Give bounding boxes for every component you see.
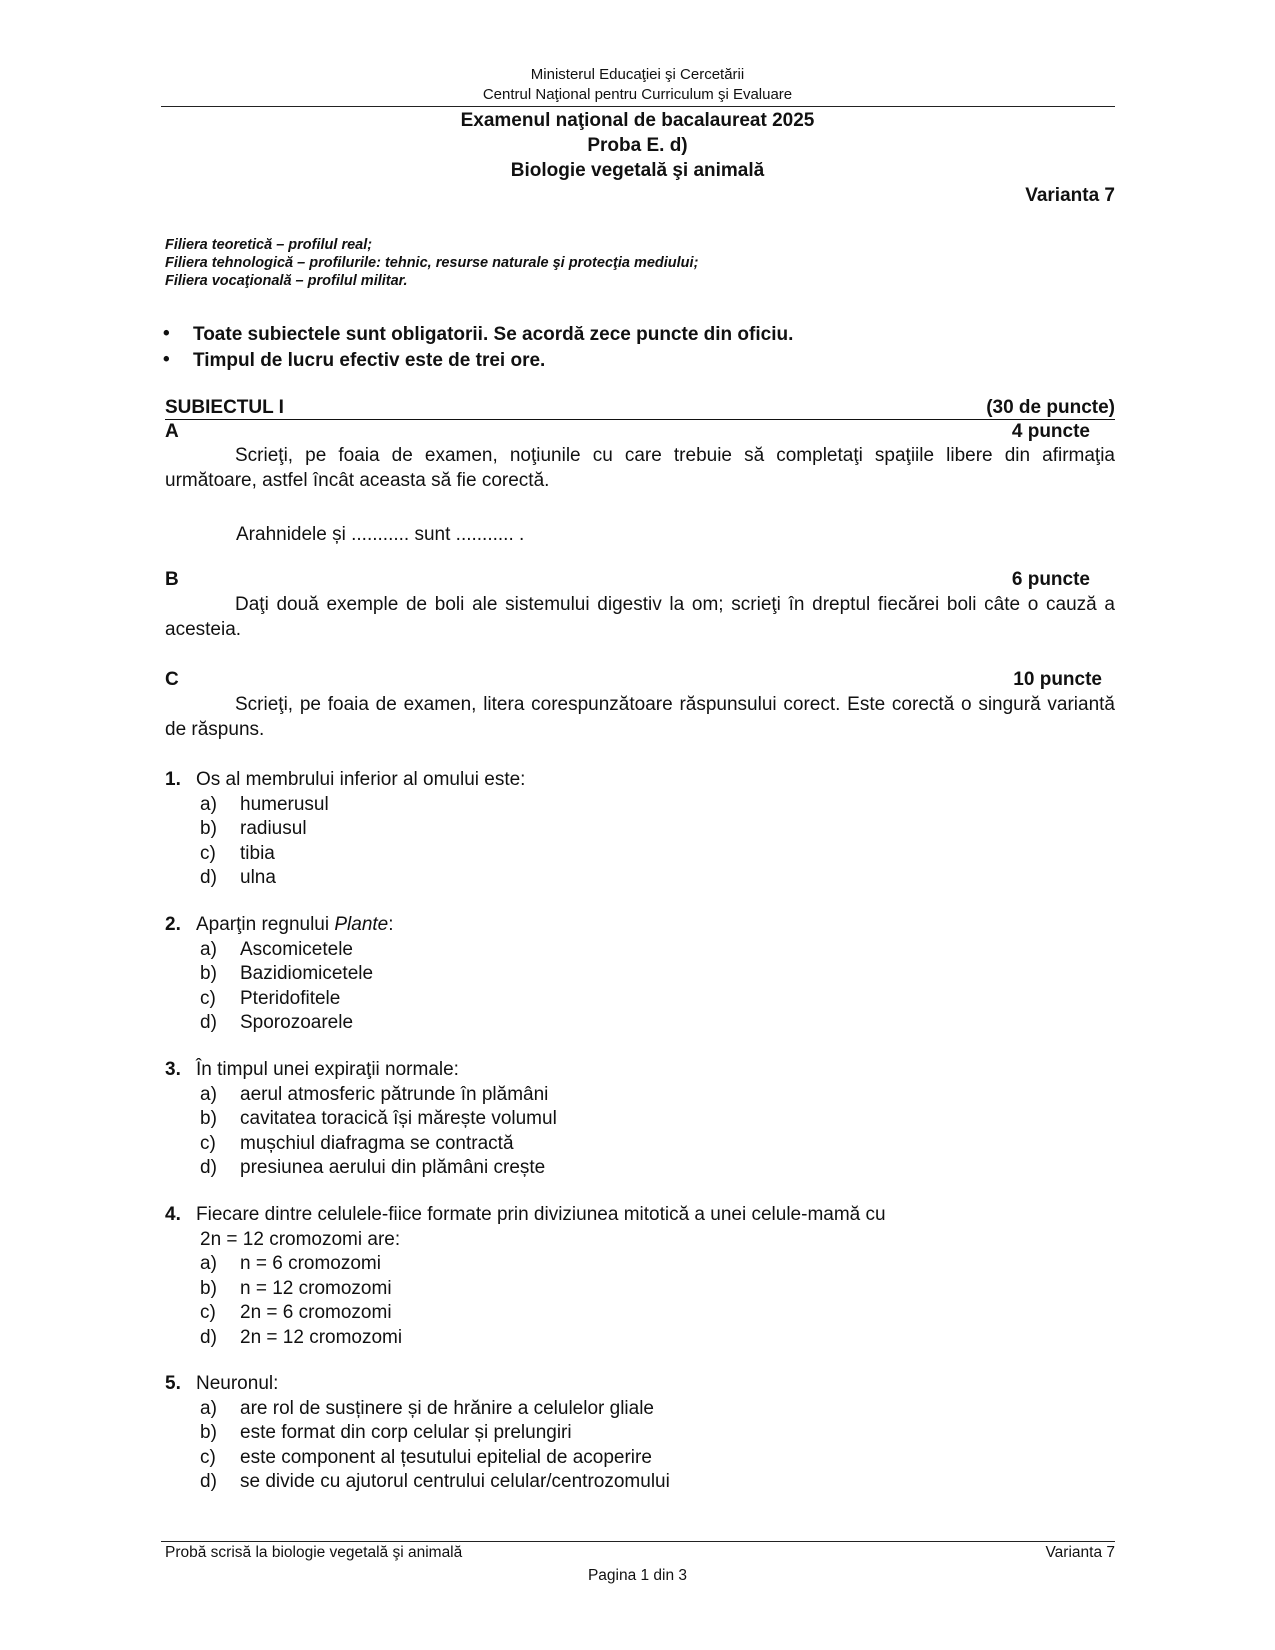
option-text: cavitatea toracică își mărește volumul — [240, 1108, 557, 1129]
filiere-list — [165, 236, 698, 290]
section-letter: B — [165, 569, 179, 590]
question-text: Neuronul: — [196, 1373, 279, 1394]
answer-option — [165, 842, 525, 867]
answer-option — [165, 1421, 670, 1446]
question-text-continued: 2n = 12 cromozomi are: — [200, 1228, 401, 1250]
question-3 — [165, 1058, 557, 1181]
subject-points: (30 de puncte) — [986, 397, 1115, 418]
option-text: se divide cu ajutorul centrului celular/centrozomului — [240, 1471, 670, 1492]
answer-option — [165, 1107, 557, 1132]
option-text: radiusul — [240, 818, 307, 839]
answer-option — [165, 1132, 557, 1157]
option-text: Sporozoarele — [240, 1012, 354, 1033]
footer-variant: Varianta 7 — [1045, 1544, 1115, 1561]
option-letter: b) — [200, 1108, 217, 1129]
option-letter: b) — [200, 818, 217, 839]
question-2 — [165, 913, 394, 1036]
section-a-instruction: Scrieţi, pe foaia de examen, noţiunile cu care trebuie să completaţi spaţiile libere din afirmaţia următoare, astfel încât aceasta să fie corectă. — [165, 445, 1115, 491]
option-letter: c) — [200, 1132, 216, 1154]
section-b-heading — [165, 568, 1090, 592]
header-divider — [161, 106, 1115, 107]
option-text: n = 6 cromozomi — [240, 1253, 381, 1274]
answer-option — [165, 1011, 394, 1036]
subject-title: SUBIECTUL I — [165, 397, 284, 418]
option-letter: c) — [200, 1302, 216, 1323]
subject-heading — [165, 397, 1115, 420]
question-italic-term: Plante — [334, 914, 389, 935]
option-text: este format din corp celular și prelungiri — [240, 1422, 572, 1443]
section-b-instruction: Daţi două exemple de boli ale sistemului digestiv la om; scrieţi în dreptul fiecărei boli câte o cauză a acesteia. — [165, 594, 1115, 640]
footer-exam-name: Probă scrisă la biologie vegetală şi animală — [165, 1544, 463, 1561]
option-letter: a) — [200, 938, 217, 960]
option-text: tibia — [240, 842, 275, 864]
section-points: 6 puncte — [1011, 569, 1090, 590]
section-a-statement: Arahnidele și ........... sunt ........... . — [236, 524, 525, 545]
option-letter: a) — [200, 1083, 217, 1105]
filiera-item: Filiera tehnologică – profilurile: tehnic, resurse naturale şi protecţia mediului; — [165, 255, 699, 271]
option-letter: d) — [200, 867, 217, 888]
exam-subject: Biologie vegetală şi animală — [510, 160, 765, 181]
filiera-item: Filiera vocaţională – profilul militar. — [165, 273, 408, 289]
option-text: humerusul — [240, 793, 329, 815]
page-number: Pagina 1 din 3 — [587, 1567, 688, 1584]
option-letter: d) — [200, 1471, 217, 1492]
answer-option — [165, 793, 525, 818]
option-text: Pteridofitele — [240, 987, 341, 1009]
option-text: Ascomicetele — [240, 938, 353, 960]
footer-divider — [161, 1541, 1115, 1542]
ministry-name: Ministerul Educaţiei şi Cercetării — [530, 66, 745, 83]
exam-test: Proba E. d) — [587, 135, 688, 156]
option-letter: c) — [200, 842, 216, 864]
question-1 — [165, 768, 525, 891]
question-text: În timpul unei expiraţii normale: — [196, 1059, 459, 1080]
section-c-instruction: Scrieţi, pe foaia de examen, litera corespunzătoare răspunsului corect. Este corectă o singură variantă de răspuns. — [165, 694, 1115, 740]
answer-option — [165, 866, 525, 891]
option-text: ulna — [240, 867, 276, 888]
section-points: 10 puncte — [1013, 669, 1102, 690]
section-a-heading — [165, 420, 1090, 444]
section-c-heading — [165, 668, 1102, 692]
option-text: este component al țesutului epitelial de acoperire — [240, 1446, 652, 1468]
question-text: Os al membrului inferior al omului este: — [196, 769, 526, 790]
answer-option — [165, 1252, 886, 1277]
option-text: n = 12 cromozomi — [240, 1277, 392, 1299]
rule-item: • Toate subiectele sunt obligatorii. Se acordă zece puncte din oficiu. — [163, 322, 793, 348]
option-letter: c) — [200, 1446, 216, 1468]
option-letter: d) — [200, 1012, 217, 1033]
filiera-item: Filiera teoretică – profilul real; — [165, 237, 373, 253]
option-letter: d) — [200, 1157, 217, 1178]
section-letter: C — [165, 669, 179, 690]
answer-option — [165, 817, 525, 842]
question-4 — [165, 1203, 886, 1350]
option-text: aerul atmosferic pătrunde în plămâni — [240, 1083, 549, 1105]
question-number: 4. — [165, 1204, 181, 1225]
option-letter: b) — [200, 1422, 217, 1443]
answer-option — [165, 1156, 557, 1181]
option-text: presiunea aerului din plămâni crește — [240, 1157, 546, 1178]
section-letter: A — [165, 421, 179, 442]
question-text: Aparţin regnului Plante: — [196, 914, 394, 935]
header-institution — [0, 65, 1275, 105]
answer-option — [165, 962, 394, 987]
option-letter: c) — [200, 987, 216, 1009]
variant-label: Varianta 7 — [1025, 185, 1115, 206]
answer-option — [165, 1446, 670, 1471]
center-name: Centrul Naţional pentru Curriculum şi Evaluare — [482, 86, 793, 103]
option-text: 2n = 6 cromozomi — [240, 1302, 392, 1323]
option-letter: a) — [200, 1397, 217, 1419]
option-letter: d) — [200, 1326, 217, 1348]
exam-title: Examenul naţional de bacalaureat 2025 — [460, 110, 815, 131]
answer-option — [165, 938, 394, 963]
answer-option — [165, 1277, 886, 1302]
option-letter: b) — [200, 963, 217, 984]
exam-rules — [163, 322, 793, 374]
rule-item: • Timpul de lucru efectiv este de trei ore. — [163, 348, 793, 374]
option-text: mușchiul diafragma se contractă — [240, 1132, 514, 1154]
option-text: Bazidiomicetele — [240, 963, 374, 984]
option-letter: b) — [200, 1277, 217, 1299]
answer-option — [165, 1326, 886, 1351]
question-number: 1. — [165, 769, 181, 790]
answer-option — [165, 987, 394, 1012]
question-number: 5. — [165, 1373, 181, 1394]
option-letter: a) — [200, 1253, 217, 1274]
answer-option — [165, 1301, 886, 1326]
question-number: 2. — [165, 914, 181, 935]
option-text: are rol de susținere și de hrănire a celulelor gliale — [240, 1397, 655, 1419]
question-text: Fiecare dintre celulele-fiice formate prin diviziunea mitotică a unei celule-mamă cu — [196, 1204, 886, 1225]
answer-option — [165, 1083, 557, 1108]
option-text: 2n = 12 cromozomi — [240, 1326, 403, 1348]
answer-option — [165, 1470, 670, 1495]
option-letter: a) — [200, 793, 217, 815]
question-number: 3. — [165, 1059, 181, 1080]
question-5 — [165, 1372, 670, 1495]
section-points: 4 puncte — [1011, 421, 1090, 442]
answer-option — [165, 1397, 670, 1422]
